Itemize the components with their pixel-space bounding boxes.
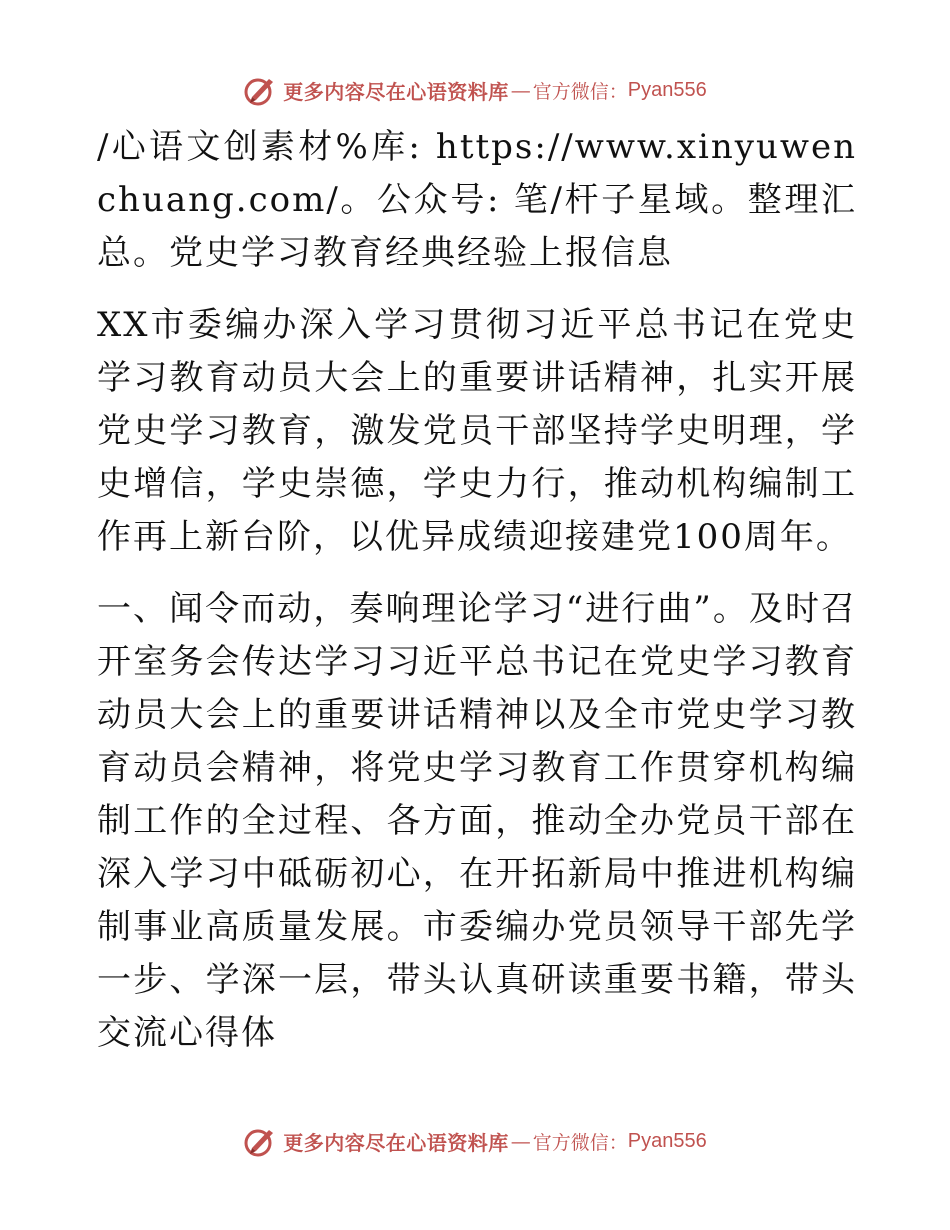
banner-wechat-label: 官方微信： <box>532 1131 628 1154</box>
banner-slogan: 更多内容尽在心语资料库 <box>283 1130 509 1155</box>
banner-dash: — <box>510 1129 531 1153</box>
pen-logo-icon <box>243 1124 277 1158</box>
paragraph-intro: /心语文创素材%库: https://www.xinyuwenchuang.com/。公众号: 笔/杆子星域。整理汇总。党史学习教育经典经验上报信息 <box>97 127 857 273</box>
paragraph-summary: XX市委编办深入学习贯彻习近平总书记在党史学习教育动员大会上的重要讲话精神，扎实开展党史学习教育，激发党员干部坚持学史明理，学史增信，学史崇德，学史力行，推动机构编制工作再上新台阶，以优异成绩迎接建党100周年。 <box>97 305 857 557</box>
pen-logo-icon <box>243 73 277 107</box>
banner-wechat-id: Pyan556 <box>627 78 707 101</box>
banner-slogan: 更多内容尽在心语资料库 <box>283 79 509 104</box>
header-banner <box>0 68 950 112</box>
banner-wechat-id: Pyan556 <box>627 1129 707 1152</box>
paragraph-section-one: 一、闻令而动，奏响理论学习“进行曲”。及时召开室务会传达学习习近平总书记在党史学习教育动员大会上的重要讲话精神以及全市党史学习教育动员会精神，将党史学习教育工作贯穿机构编制工作的全过程、各方面，推动全办党员干部在深入学习中砥砺初心，在开拓新局中推进机构编制事业高质量发展。市委编办党员领导干部先学一步、学深一层，带头认真研读重要书籍，带头交流心得体 <box>97 589 857 1053</box>
document-body <box>97 121 857 1060</box>
footer-banner <box>0 1119 950 1163</box>
banner-dash: — <box>510 78 531 102</box>
banner-wechat-label: 官方微信： <box>532 80 628 103</box>
